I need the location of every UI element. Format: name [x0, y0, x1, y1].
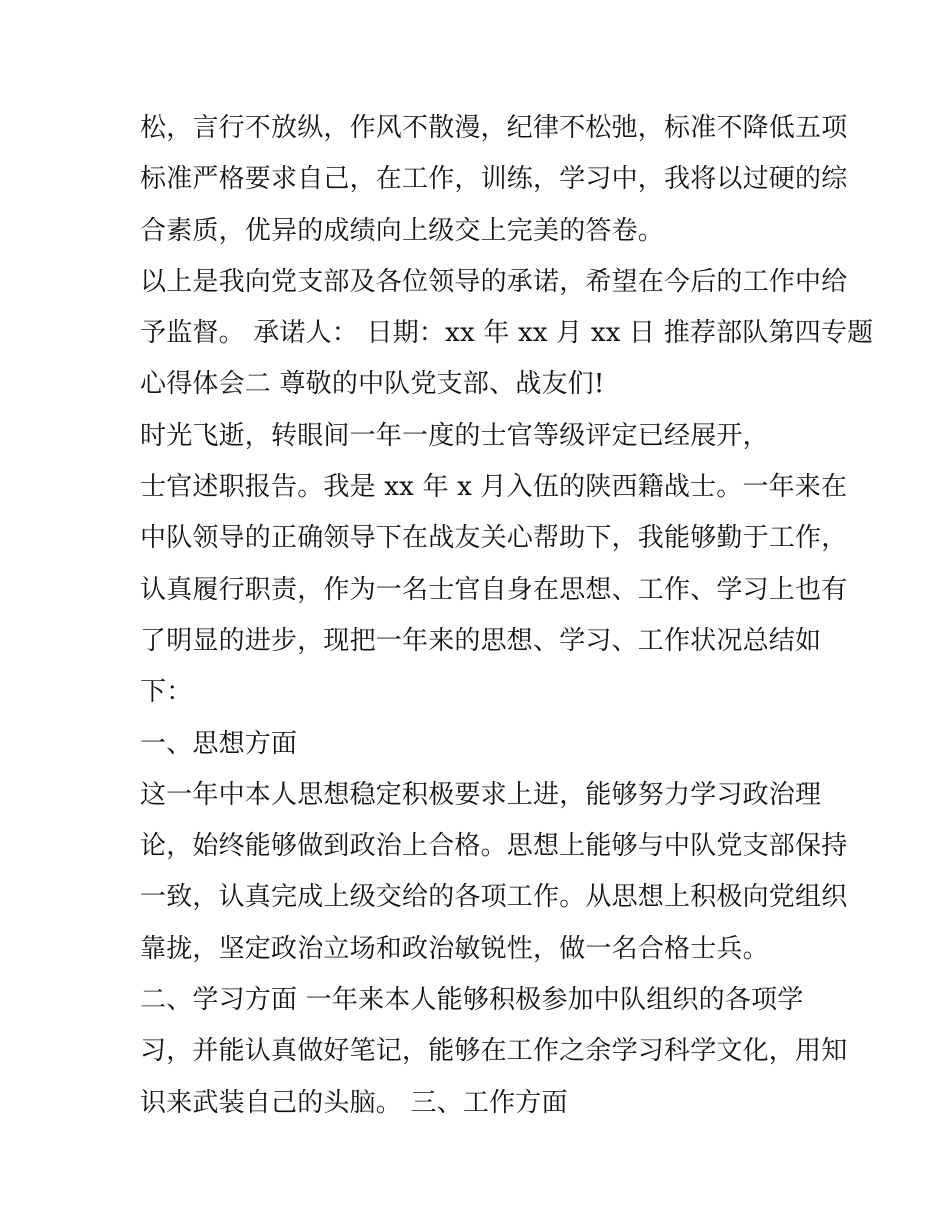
text-line: 论，始终能够做到政治上合格。思想上能够与中队党支部保持	[140, 831, 848, 862]
text-line: 识来武装自己的头脑。 三、工作方面	[140, 1087, 568, 1118]
text-line: 松，言行不放纵，作风不散漫，纪律不松弛，标准不降低五项	[140, 113, 848, 143]
text-line: 这一年中本人思想稳定积极要求上进，能够努力学习政治理	[140, 779, 822, 810]
text-line: 认真履行职责，作为一名士官自身在思想、工作、学习上也有	[140, 574, 848, 605]
document-body	[140, 103, 874, 1129]
text-line: 了明显的进步，现把一年来的思想、学习、工作状况总结如	[140, 625, 822, 656]
text-line: 以上是我向党支部及各位领导的承诺，希望在今后的工作中给	[140, 266, 848, 297]
text-line: 标准严格要求自己，在工作，训练，学习中，我将以过硬的综	[140, 164, 848, 195]
text-line: 时光飞逝，转眼间一年一度的士官等级评定已经展开，	[140, 420, 769, 451]
text-line: 习，并能认真做好笔记，能够在工作之余学习科学文化，用知	[140, 1036, 848, 1067]
text-line: 中队领导的正确领导下在战友关心帮助下，我能够勤于工作，	[140, 523, 848, 554]
section-heading: 一、思想方面	[140, 728, 298, 759]
text-line: 予监督。 承诺人： 日期：xx 年 xx 月 xx 日 推荐部队第四专题	[140, 318, 874, 349]
text-line: 心得体会二 尊敬的中队党支部、战友们!	[140, 369, 605, 400]
text-line: 合素质，优异的成绩向上级交上完美的答卷。	[140, 215, 665, 246]
text-line: 士官述职报告。我是 xx 年 x 月入伍的陕西籍战士。一年来在	[140, 472, 848, 503]
text-line: 靠拢，坚定政治立场和政治敏锐性，做一名合格士兵。	[140, 933, 769, 964]
text-line: 下：	[140, 677, 193, 708]
text-line: 二、学习方面 一年来本人能够积极参加中队组织的各项学	[140, 985, 804, 1016]
text-line: 一致，认真完成上级交给的各项工作。从思想上积极向党组织	[140, 882, 848, 913]
